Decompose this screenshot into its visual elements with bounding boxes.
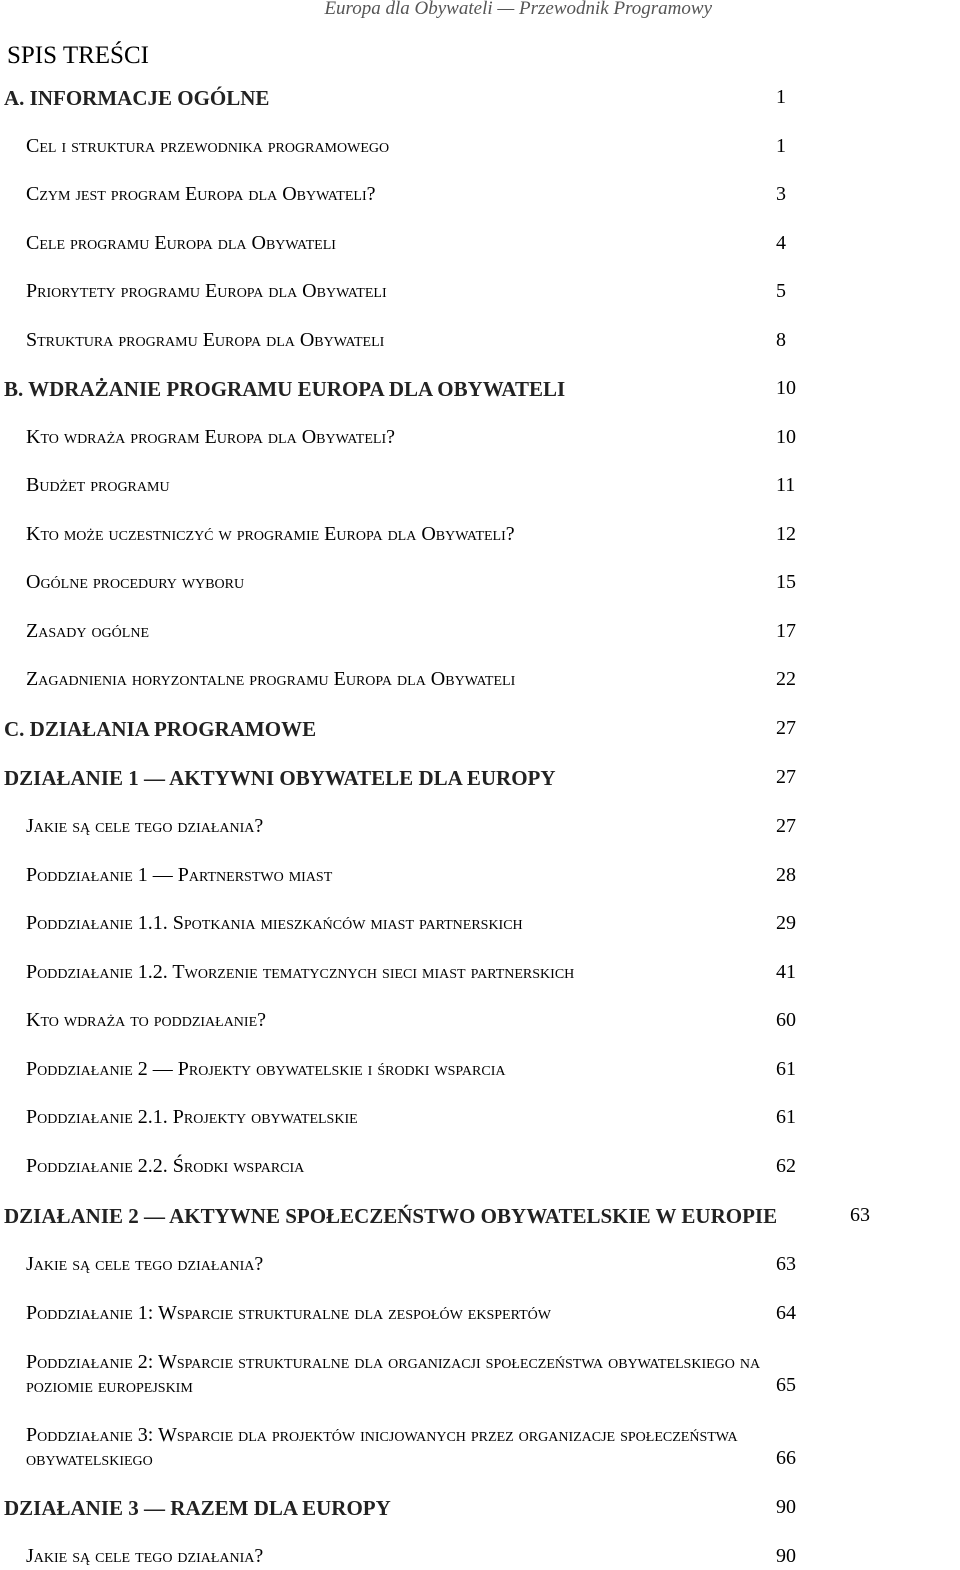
toc-entry-page: 61 [776,1106,796,1128]
toc-entry-line-2: obywatelskiego [26,1448,153,1470]
toc-entry-page: 41 [776,961,796,983]
toc-entry-page: 1 [776,135,786,157]
toc-entry-page: 1 [776,86,786,108]
toc-entry-text: A. INFORMACJE OGÓLNE [4,86,270,110]
toc-entry-line-1: Poddziałanie 2: Wsparcie strukturalne dla organizacji społeczeństwa obywatelskiego na [26,1351,761,1373]
toc-entry-text: C. DZIAŁANIA PROGRAMOWE [4,717,317,741]
toc-entry-text: Czym jest program Europa dla Obywateli? [26,183,376,205]
toc-entry-page: 27 [776,717,796,739]
toc-entry-text: Poddziałanie 2 — Projekty obywatelskie i środki wsparcia [26,1058,506,1080]
toc-entry-page: 60 [776,1009,796,1031]
toc-entry-page: 4 [776,232,786,254]
toc-entry-page: 66 [776,1447,796,1469]
toc-entry-text: Zagadnienia horyzontalne programu Europa dla Obywateli [26,668,516,690]
toc-entry-page: 63 [776,1253,796,1275]
toc-entry-text: Poddziałanie 1: Wsparcie strukturalne dla zespołów ekspertów [26,1302,551,1324]
toc-entry-page: 10 [776,377,796,399]
toc-entry-text: Poddziałanie 2.2. Środki wsparcia [26,1155,305,1177]
toc-entry-page: 8 [776,329,786,351]
toc-entry-page: 10 [776,426,796,448]
toc-entry-page: 61 [776,1058,796,1080]
toc-entry-page: 22 [776,668,796,690]
toc-entry-text: Jakie są cele tego działania? [26,1253,264,1275]
toc-entry-page: 90 [776,1496,796,1518]
toc-entry-text: Jakie są cele tego działania? [26,815,264,837]
toc-entry-page: 27 [776,766,796,788]
toc-entry-line-2: poziomie europejskim [26,1375,193,1397]
toc-entry-page: 62 [776,1155,796,1177]
toc-entry-text: Cel i struktura przewodnika programowego [26,135,390,157]
toc-entry-text: DZIAŁANIE 3 — RAZEM DLA EUROPY [4,1496,391,1520]
toc-entry-text: Priorytety programu Europa dla Obywateli [26,280,387,302]
toc-entry-page: 63 [850,1204,870,1226]
toc-entry-page: 5 [776,280,786,302]
toc-entry-text: Struktura programu Europa dla Obywateli [26,329,385,351]
toc-entry-text [26,1350,760,1398]
toc-entry-text: DZIAŁANIE 1 — AKTYWNI OBYWATELE DLA EUROPY [4,766,556,790]
toc-entry-page: 64 [776,1302,796,1324]
toc-entry-page: 27 [776,815,796,837]
toc-entry-text: Ogólne procedury wyboru [26,571,245,593]
toc-entry-text: DZIAŁANIE 2 — AKTYWNE SPOŁECZEŃSTWO OBYWATELSKIE W EUROPIE [4,1204,778,1228]
toc-entry-text: Cele programu Europa dla Obywateli [26,232,336,254]
toc-title: SPIS TREŚCI [7,42,149,69]
toc-entry-text: Jakie są cele tego działania? [26,1545,264,1567]
toc-entry-page: 11 [776,474,796,496]
toc-entry-text: Zasady ogólne [26,620,149,642]
toc-entry-page: 3 [776,183,786,205]
toc-entry-page: 12 [776,523,796,545]
toc-entry-text: Kto wdraża to poddziałanie? [26,1009,267,1031]
toc-entry-text: Kto wdraża program Europa dla Obywateli? [26,426,395,448]
toc-entry-page: 29 [776,912,796,934]
toc-entry-line-1: Poddziałanie 3: Wsparcie dla projektów inicjowanych przez organizacje społeczeństwa [26,1424,738,1446]
toc-entry-page: 28 [776,864,796,886]
toc-entry-text: Poddziałanie 1 — Partnerstwo miast [26,864,333,886]
toc-entry-text: Poddziałanie 2.1. Projekty obywatelskie [26,1106,358,1128]
toc-entry-page: 17 [776,620,796,642]
toc-entry-page: 65 [776,1374,796,1396]
toc-entry-text: Poddziałanie 1.2. Tworzenie tematycznych sieci miast partnerskich [26,961,575,983]
toc-entry-text: Poddziałanie 1.1. Spotkania mieszkańców miast partnerskich [26,912,523,934]
toc-entry-text: Kto może uczestniczyć w programie Europa dla Obywateli? [26,523,515,545]
running-header: Europa dla Obywateli — Przewodnik Programowy [324,0,712,19]
toc-entry-text: Budżet programu [26,474,170,496]
toc-entry-page: 90 [776,1545,796,1567]
toc-entry-text: B. WDRAŻANIE PROGRAMU EUROPA DLA OBYWATELI [4,377,566,401]
toc-entry-text [26,1423,738,1471]
toc-entry-page: 15 [776,571,796,593]
